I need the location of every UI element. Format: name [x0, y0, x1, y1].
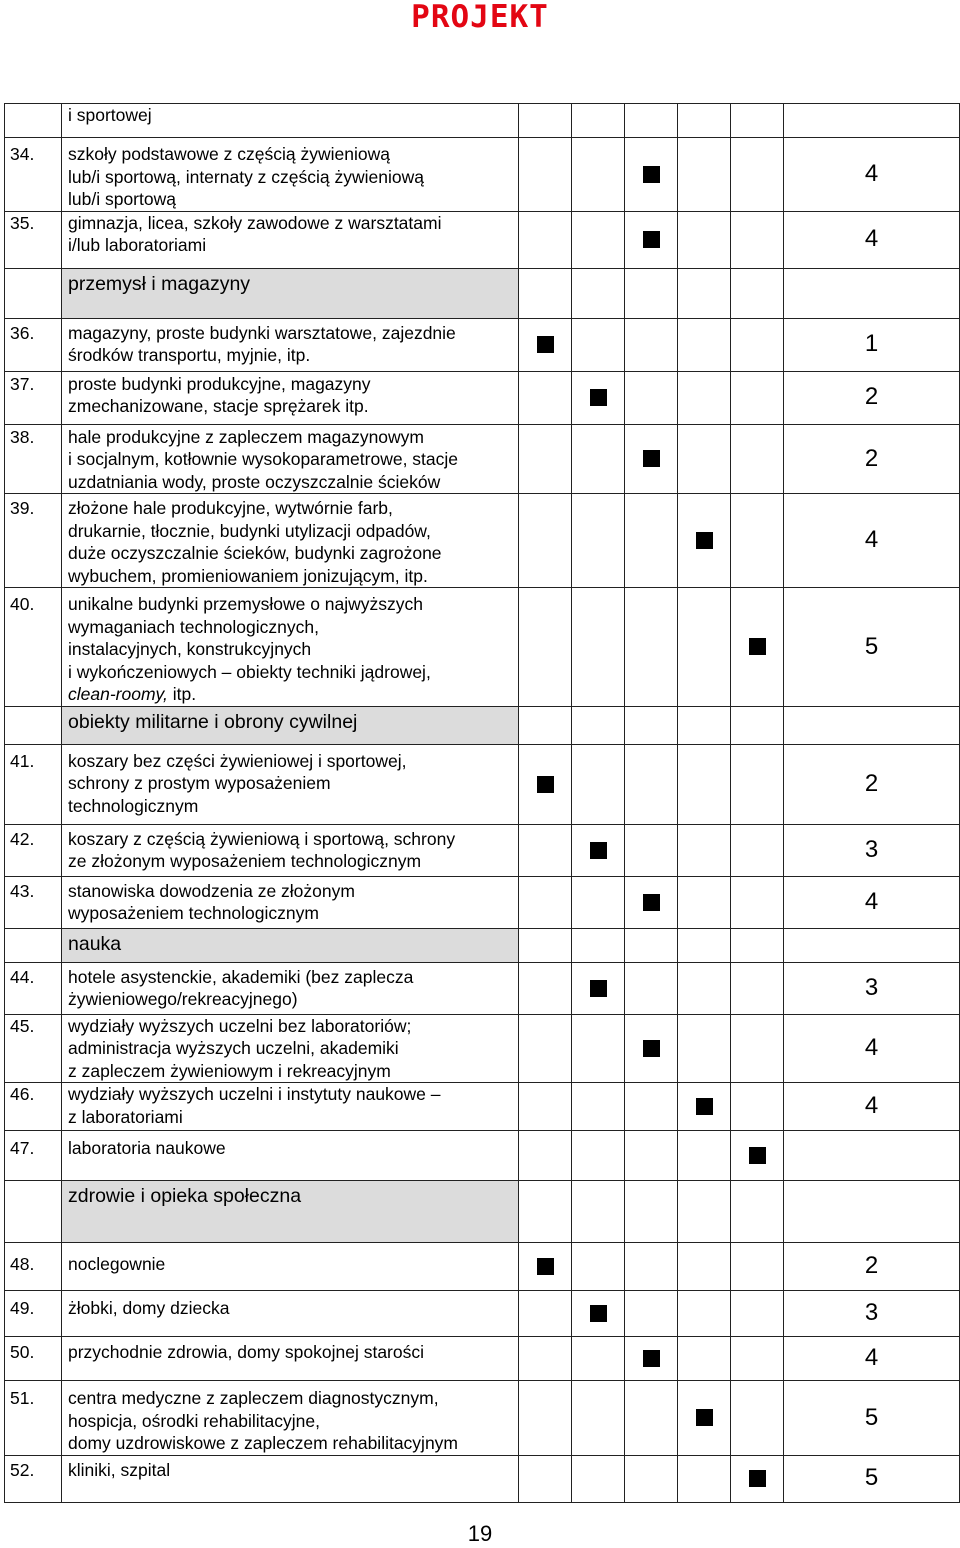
empty-category-cell	[625, 104, 678, 138]
category-3-cell	[625, 1337, 678, 1381]
table-row	[5, 1337, 960, 1381]
empty-category-cell	[678, 1337, 731, 1381]
empty-category-cell	[572, 1243, 625, 1291]
description-line: gimnazja, licea, szkoły zawodowe z warsztatami	[68, 212, 442, 233]
empty-category-cell	[678, 318, 731, 371]
black-square-mark	[590, 842, 607, 859]
item-description	[62, 1014, 519, 1083]
category-4-cell	[678, 494, 731, 588]
empty-category-cell	[625, 1243, 678, 1291]
empty-cell	[678, 706, 731, 744]
item-number: 45.	[5, 1014, 62, 1083]
empty-category-cell	[572, 1083, 625, 1131]
table-row	[5, 962, 960, 1014]
score-value: 4	[784, 494, 960, 588]
table-row	[5, 1291, 960, 1337]
empty-category-cell	[731, 962, 784, 1014]
category-row	[5, 706, 960, 744]
item-number: 44.	[5, 962, 62, 1014]
empty-category-cell	[519, 1455, 572, 1502]
empty-category-cell	[572, 744, 625, 824]
score-value	[784, 104, 960, 138]
empty-category-cell	[519, 1083, 572, 1131]
empty-category-cell	[625, 1381, 678, 1456]
item-number: 34.	[5, 138, 62, 212]
empty-cell	[625, 1181, 678, 1243]
description-line: technologicznym	[68, 795, 199, 816]
item-description	[62, 318, 519, 371]
category-heading-cell	[62, 928, 519, 962]
score-value: 3	[784, 824, 960, 876]
score-value: 3	[784, 1291, 960, 1337]
item-description	[62, 876, 519, 928]
table-row	[5, 824, 960, 876]
description-line: schrony z prostym wyposażeniem	[68, 773, 331, 793]
black-square-mark	[537, 336, 554, 353]
item-number	[5, 104, 62, 138]
empty-cell	[784, 706, 960, 744]
empty-category-cell	[572, 104, 625, 138]
item-description	[62, 1243, 519, 1291]
black-square-mark	[590, 389, 607, 406]
item-number: 49.	[5, 1291, 62, 1337]
empty-category-cell	[572, 876, 625, 928]
table-row	[5, 588, 960, 707]
italic-term: clean-roomy,	[68, 684, 168, 704]
empty-category-cell	[625, 318, 678, 371]
empty-category-cell	[678, 1014, 731, 1083]
empty-cell	[625, 268, 678, 318]
empty-category-cell	[519, 1131, 572, 1181]
category-2-cell	[572, 962, 625, 1014]
description-line: hotele asystenckie, akademiki (bez zaplecza	[68, 966, 414, 987]
empty-cell	[678, 268, 731, 318]
empty-category-cell	[572, 588, 625, 707]
category-heading: nauka	[68, 932, 122, 955]
category-row	[5, 928, 960, 962]
number-cell	[5, 1181, 62, 1243]
description-line: przychodnie zdrowia, domy spokojnej starości	[68, 1342, 424, 1362]
item-number: 39.	[5, 494, 62, 588]
score-value: 5	[784, 588, 960, 707]
empty-category-cell	[625, 824, 678, 876]
item-number: 52.	[5, 1455, 62, 1502]
number-cell	[5, 268, 62, 318]
black-square-mark	[696, 1098, 713, 1115]
empty-category-cell	[731, 318, 784, 371]
empty-category-cell	[625, 1131, 678, 1181]
empty-category-cell	[519, 1291, 572, 1337]
empty-category-cell	[731, 876, 784, 928]
empty-category-cell	[572, 138, 625, 212]
empty-category-cell	[625, 1083, 678, 1131]
category-1-cell	[519, 744, 572, 824]
empty-category-cell	[572, 494, 625, 588]
empty-category-cell	[731, 494, 784, 588]
description-line: koszary bez części żywieniowej i sportowej,	[68, 750, 407, 771]
item-number: 36.	[5, 318, 62, 371]
description-line: drukarnie, tłocznie, budynki utylizacji odpadów,	[68, 520, 431, 541]
description-line: uzdatniania wody, proste oczyszczalnie ścieków	[68, 471, 441, 492]
empty-category-cell	[625, 962, 678, 1014]
item-number: 40.	[5, 588, 62, 707]
black-square-mark	[643, 231, 660, 248]
empty-category-cell	[678, 371, 731, 424]
empty-cell	[572, 268, 625, 318]
item-description	[62, 962, 519, 1014]
description-line: lub/i sportową	[68, 189, 176, 209]
empty-category-cell	[731, 138, 784, 212]
empty-cell	[678, 1181, 731, 1243]
score-value: 4	[784, 211, 960, 268]
empty-cell	[784, 928, 960, 962]
black-square-mark	[643, 1040, 660, 1057]
black-square-mark	[537, 1258, 554, 1275]
table-row	[5, 371, 960, 424]
empty-category-cell	[572, 1381, 625, 1456]
empty-category-cell	[731, 1291, 784, 1337]
table-row	[5, 1131, 960, 1181]
page-number: 19	[467, 1521, 493, 1546]
description-line: koszary z częścią żywieniową i sportową, schrony	[68, 828, 456, 849]
empty-cell	[572, 1181, 625, 1243]
item-number: 37.	[5, 371, 62, 424]
description-line: hale produkcyjne z zapleczem magazynowym	[68, 426, 424, 447]
table-row	[5, 1083, 960, 1131]
empty-category-cell	[731, 371, 784, 424]
category-3-cell	[625, 138, 678, 212]
empty-category-cell	[625, 371, 678, 424]
category-3-cell	[625, 876, 678, 928]
item-description	[62, 588, 519, 707]
table-row	[5, 211, 960, 268]
empty-category-cell	[731, 424, 784, 494]
empty-category-cell	[731, 1083, 784, 1131]
description-line: wymaganiach technologicznych,	[68, 616, 319, 637]
empty-category-cell	[678, 588, 731, 707]
empty-cell	[625, 928, 678, 962]
empty-category-cell	[678, 138, 731, 212]
description-line: wydziały wyższych uczelni bez laboratoriów;	[68, 1015, 412, 1036]
empty-cell	[519, 928, 572, 962]
description-line: hospicja, ośrodki rehabilitacyjne,	[68, 1410, 320, 1431]
score-value: 1	[784, 318, 960, 371]
black-square-mark	[749, 1147, 766, 1164]
score-value: 5	[784, 1455, 960, 1502]
description-line: lub/i sportową, internaty z częścią żywieniową	[68, 166, 424, 187]
empty-cell	[572, 706, 625, 744]
description-line	[68, 683, 516, 706]
empty-category-cell	[678, 424, 731, 494]
item-description	[62, 1131, 519, 1181]
description-line: centra medyczne z zapleczem diagnostycznym,	[68, 1388, 439, 1408]
empty-category-cell	[731, 744, 784, 824]
empty-category-cell	[625, 588, 678, 707]
description-line: i sportowej	[68, 105, 152, 125]
empty-cell	[625, 706, 678, 744]
empty-category-cell	[519, 588, 572, 707]
empty-category-cell	[678, 1243, 731, 1291]
empty-category-cell	[678, 104, 731, 138]
item-number: 41.	[5, 744, 62, 824]
empty-category-cell	[731, 1337, 784, 1381]
black-square-mark	[749, 1470, 766, 1487]
item-number: 51.	[5, 1381, 62, 1456]
description-line: i socjalnym, kotłownie wysokoparametrowe, stacje	[68, 449, 459, 469]
empty-cell	[731, 706, 784, 744]
empty-category-cell	[731, 211, 784, 268]
black-square-mark	[696, 532, 713, 549]
table-row	[5, 1455, 960, 1502]
empty-category-cell	[572, 1337, 625, 1381]
category-row	[5, 1181, 960, 1243]
category-3-cell	[625, 424, 678, 494]
empty-category-cell	[731, 824, 784, 876]
empty-category-cell	[519, 104, 572, 138]
empty-category-cell	[572, 1455, 625, 1502]
empty-category-cell	[519, 1014, 572, 1083]
score-value: 3	[784, 962, 960, 1014]
description-line: magazyny, proste budynki warsztatowe, zajezdnie	[68, 322, 456, 343]
empty-category-cell	[731, 1243, 784, 1291]
black-square-mark	[590, 1305, 607, 1322]
empty-category-cell	[678, 1131, 731, 1181]
item-description	[62, 1291, 519, 1337]
description-line: noclegownie	[68, 1254, 166, 1274]
item-description	[62, 1083, 519, 1131]
number-cell	[5, 928, 62, 962]
category-1-cell	[519, 318, 572, 371]
score-value: 2	[784, 744, 960, 824]
empty-category-cell	[678, 744, 731, 824]
empty-category-cell	[678, 962, 731, 1014]
empty-category-cell	[519, 371, 572, 424]
item-description	[62, 1381, 519, 1456]
description-line: z zapleczem żywieniowym i rekreacyjnym	[68, 1060, 391, 1081]
score-value: 2	[784, 424, 960, 494]
empty-category-cell	[625, 1291, 678, 1337]
description-line: ze złożonym wyposażeniem technologicznym	[68, 851, 422, 871]
table-row	[5, 318, 960, 371]
score-value	[784, 1131, 960, 1181]
description-line: i/lub laboratoriami	[68, 235, 207, 255]
item-number: 50.	[5, 1337, 62, 1381]
empty-category-cell	[519, 211, 572, 268]
score-value: 4	[784, 1337, 960, 1381]
number-cell	[5, 706, 62, 744]
empty-cell	[731, 928, 784, 962]
description-line: unikalne budynki przemysłowe o najwyższych	[68, 594, 424, 614]
score-value: 4	[784, 1083, 960, 1131]
score-value: 4	[784, 1014, 960, 1083]
score-value: 5	[784, 1381, 960, 1456]
black-square-mark	[590, 980, 607, 997]
description-line: administracja wyższych uczelni, akademiki	[68, 1038, 399, 1058]
category-heading: obiekty militarne i obrony cywilnej	[68, 710, 358, 733]
category-2-cell	[572, 1291, 625, 1337]
empty-category-cell	[625, 1455, 678, 1502]
category-2-cell	[572, 824, 625, 876]
empty-category-cell	[678, 824, 731, 876]
empty-cell	[731, 1181, 784, 1243]
table-row	[5, 104, 960, 138]
description-line: zmechanizowane, stacje sprężarek itp.	[68, 396, 369, 416]
description-line: i wykończeniowych – obiekty techniki jądrowej,	[68, 661, 431, 682]
description-line: szkoły podstawowe z częścią żywieniową	[68, 144, 390, 164]
description-line: stanowiska dowodzenia ze złożonym	[68, 880, 355, 901]
category-3-cell	[625, 1014, 678, 1083]
empty-category-cell	[678, 211, 731, 268]
empty-category-cell	[572, 1131, 625, 1181]
category-5-cell	[731, 1131, 784, 1181]
description-tail: itp.	[167, 684, 197, 704]
item-description	[62, 1337, 519, 1381]
empty-category-cell	[678, 1291, 731, 1337]
category-heading: przemysł i magazyny	[68, 272, 251, 295]
description-line: żłobki, domy dziecka	[68, 1298, 230, 1318]
table-row	[5, 1243, 960, 1291]
item-number: 48.	[5, 1243, 62, 1291]
item-description	[62, 824, 519, 876]
score-value: 2	[784, 1243, 960, 1291]
category-4-cell	[678, 1083, 731, 1131]
table-row	[5, 494, 960, 588]
item-description	[62, 371, 519, 424]
black-square-mark	[696, 1409, 713, 1426]
black-square-mark	[643, 166, 660, 183]
score-value: 2	[784, 371, 960, 424]
empty-cell	[731, 268, 784, 318]
description-line: złożone hale produkcyjne, wytwórnie farb,	[68, 498, 393, 518]
empty-category-cell	[519, 962, 572, 1014]
empty-category-cell	[572, 318, 625, 371]
category-4-cell	[678, 1381, 731, 1456]
item-description	[62, 424, 519, 494]
description-line: wyposażeniem technologicznym	[68, 903, 319, 923]
category-heading: zdrowie i opieka społeczna	[68, 1185, 302, 1207]
empty-category-cell	[519, 494, 572, 588]
empty-cell	[784, 268, 960, 318]
empty-cell	[519, 268, 572, 318]
item-description	[62, 211, 519, 268]
category-5-cell	[731, 588, 784, 707]
category-heading-cell	[62, 1181, 519, 1243]
empty-category-cell	[731, 1014, 784, 1083]
category-1-cell	[519, 1243, 572, 1291]
item-number: 38.	[5, 424, 62, 494]
description-line: wydziały wyższych uczelni i instytuty naukowe –	[68, 1084, 441, 1104]
empty-category-cell	[572, 424, 625, 494]
description-line: z laboratoriami	[68, 1106, 183, 1127]
item-number: 43.	[5, 876, 62, 928]
empty-category-cell	[519, 824, 572, 876]
table-row	[5, 1381, 960, 1456]
projekt-stamp: PROJEKT	[411, 0, 549, 35]
table-row	[5, 138, 960, 212]
description-line: domy uzdrowiskowe z zapleczem rehabilitacyjnym	[68, 1433, 459, 1453]
score-value: 4	[784, 138, 960, 212]
building-category-table	[4, 103, 960, 1503]
black-square-mark	[749, 638, 766, 655]
empty-category-cell	[572, 211, 625, 268]
category-3-cell	[625, 211, 678, 268]
category-row	[5, 268, 960, 318]
category-heading-cell	[62, 706, 519, 744]
description-line: duże oczyszczalnie ścieków, budynki zagrożone	[68, 543, 442, 563]
table-row	[5, 876, 960, 928]
black-square-mark	[643, 1350, 660, 1367]
empty-cell	[519, 1181, 572, 1243]
description-line: wybuchem, promieniowaniem jonizującym, itp.	[68, 565, 428, 586]
empty-category-cell	[572, 1014, 625, 1083]
category-heading-cell	[62, 268, 519, 318]
description-line: żywieniowego/rekreacyjnego)	[68, 989, 298, 1009]
empty-category-cell	[678, 876, 731, 928]
empty-category-cell	[519, 1381, 572, 1456]
empty-category-cell	[625, 494, 678, 588]
empty-cell	[784, 1181, 960, 1243]
description-line: proste budynki produkcyjne, magazyny	[68, 373, 371, 394]
empty-category-cell	[519, 138, 572, 212]
description-line: laboratoria naukowe	[68, 1138, 226, 1158]
empty-category-cell	[678, 1455, 731, 1502]
item-description	[62, 744, 519, 824]
empty-category-cell	[731, 104, 784, 138]
empty-cell	[678, 928, 731, 962]
empty-category-cell	[731, 1381, 784, 1456]
table-row	[5, 1014, 960, 1083]
empty-category-cell	[519, 876, 572, 928]
black-square-mark	[643, 894, 660, 911]
item-number: 46.	[5, 1083, 62, 1131]
category-2-cell	[572, 371, 625, 424]
item-description	[62, 138, 519, 212]
table-row	[5, 424, 960, 494]
description-line: instalacyjnych, konstrukcyjnych	[68, 639, 312, 659]
black-square-mark	[537, 776, 554, 793]
score-value: 4	[784, 876, 960, 928]
description-line: kliniki, szpital	[68, 1459, 171, 1480]
empty-category-cell	[519, 424, 572, 494]
empty-cell	[519, 706, 572, 744]
table-row	[5, 744, 960, 824]
empty-category-cell	[625, 744, 678, 824]
black-square-mark	[643, 450, 660, 467]
item-description	[62, 104, 519, 138]
item-description	[62, 494, 519, 588]
category-5-cell	[731, 1455, 784, 1502]
description-line: środków transportu, myjnie, itp.	[68, 345, 311, 365]
item-number: 47.	[5, 1131, 62, 1181]
empty-cell	[572, 928, 625, 962]
empty-category-cell	[519, 1337, 572, 1381]
item-description	[62, 1455, 519, 1502]
item-number: 35.	[5, 211, 62, 268]
item-number: 42.	[5, 824, 62, 876]
